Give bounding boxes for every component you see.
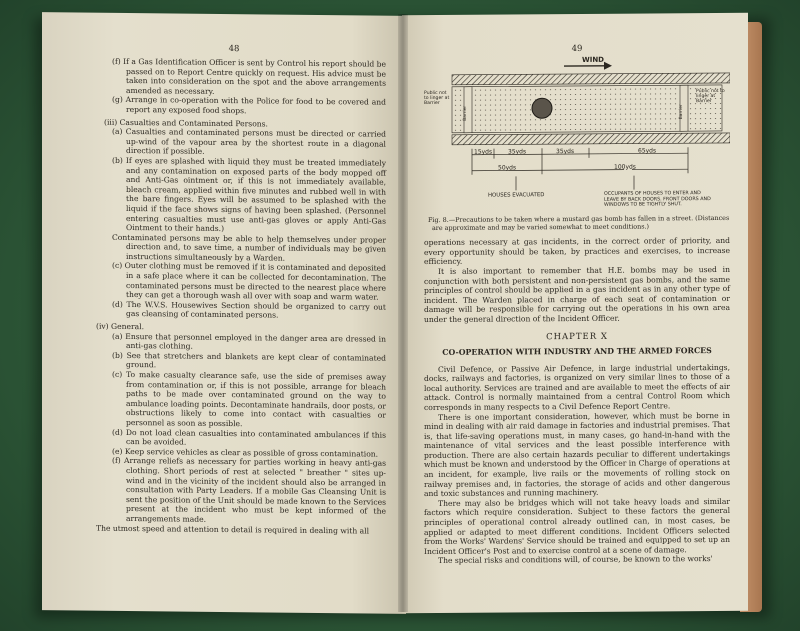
houses-bottom xyxy=(452,133,730,145)
dist-35a: 35yds xyxy=(508,148,527,156)
figure-caption: Fig. 8.—Precautions to be taken where a mustard gas bomb has fallen in a street. (Distances are approximate and may be varied somewhat to meet conditions.) xyxy=(428,213,730,232)
left-paragraph: (e) Keep service vehicles as clear as possible of gross contamination. xyxy=(112,446,379,459)
left-paragraph: (iv) General. xyxy=(96,321,145,332)
public-note-left: Public not to linger at Barrier xyxy=(424,90,450,107)
left-page xyxy=(42,12,406,614)
left-paragraph: The utmost speed and attention to detail is required in dealing with all xyxy=(96,523,370,536)
barrier-label-left: Barrier xyxy=(463,105,468,121)
left-paragraph: (b) If eyes are splashed with liquid they must be treated immediately and any contamination on exposed parts of the body mopped off and Anti-Gas ointment or, if this is not immediately available, bleach cream, applied within five minutes and rubbed well in with the bare fingers. Eyes will be assumed to be splashed with the liquid if the face shows signs of having been splashed. (Personnel entering casualties must use anti-gas gloves or apply Anti-Gas Ointment to their hands.) xyxy=(112,155,386,234)
paragraph: The special risks and conditions will, of course, be known to the works' xyxy=(438,554,713,566)
paragraph: Civil Defence, or Passive Air Defence, in large industrial undertakings, docks, railways and factories, is organized on very similar lines to those of a local authority. Services are trained and are available to meet the effects of air attack. Control is normally maintained from a central Control Room which corresponds in many respects to a Civil Defence Report Centre. xyxy=(424,362,730,412)
left-paragraph: Contaminated persons may be able to help themselves under proper direction and, to save time, a number of individuals may be given instructions simultaneously by a Warden. xyxy=(112,232,386,263)
left-paragraph: (g) Arrange in co-operation with the Police for food to be covered and report any exposed food shops. xyxy=(112,95,386,116)
paragraph: It is also important to remember that H.E. bombs may be used in conjunction with both persistent and non-persistent gas bombs, and the same principles of control should be applied in a gas incident as in any other type of incident. The Warden placed in charge of each seat of contamination or damage will be responsible for carrying out the operations in his own area under the general direction of the Incident Officer. xyxy=(424,264,730,324)
figure-diagram xyxy=(424,57,730,217)
left-paragraph: (iii) Casualties and Contaminated Persons. xyxy=(104,117,268,129)
left-paragraph: (f) If a Gas Identification Officer is sent by Control his report should be passed on to Report Centre quickly on request. His advice must be taken into consideration on the spot and the above arrangements amended as necessary. xyxy=(112,56,386,96)
dist-50: 50yds xyxy=(498,164,517,172)
occupants-note: OCCUPANTS OF HOUSES TO ENTER AND LEAVE BY BACK DOORS. FRONT DOORS AND WINDOWS TO BE TIGHTLY SHUT. xyxy=(604,191,711,208)
houses-evacuated-label: HOUSES EVACUATED xyxy=(488,192,545,199)
public-note-right: Public not to linger at Barrier xyxy=(696,88,725,105)
left-paragraph: (d) The W.V.S. Housewives Section should be organized to carry out gas cleansing of contaminated persons. xyxy=(112,299,386,321)
left-page-body xyxy=(82,57,386,536)
left-paragraph: (c) To make casualty clearance safe, use the side of premises away from contamination or, if this is not possible, arrange for bleach paths to be made over contaminated ground on the way to ambulance loading points. Decontaminate handrails, door posts, or obstructions likely to come into contact with casualties or personnel as soon as possible. xyxy=(112,369,386,429)
houses-top xyxy=(452,73,730,85)
barrier-label-right: Barrier xyxy=(679,104,684,120)
paragraph: There is one important consideration, however, which must be borne in mind in dealing with air raid damage in factories and industrial premises. That is, that life-saving operations must, in many cases, go hand-in-hand with the maintenance of vital services and the least possible interference with production. There are also certain hazards peculiar to different undertakings which must be known and understood by the Officer in Charge of operations at an incident, for example, live rails or the movements of rolling stock on railway premises and, in factories, the storage of acids and other dangerous and toxic substances and running machinery. xyxy=(424,410,730,499)
paragraph: There may also be bridges which will not take heavy loads and similar factors which require consideration. Subject to these factors the general principles of operational control already outlined can, in most cases, be applied or adapted to meet different conditions. Incident Officers selected from the Works' Wardens' Service should be trained and equipped to set up an Incident Officer's Post and to exercise control at a scene of damage. xyxy=(424,496,730,556)
right-page xyxy=(402,13,748,613)
paragraph: operations necessary at gas incidents, in the correct order of priority, and every opportunity should be taken, by practices and exercises, to increase efficiency. xyxy=(424,236,730,267)
dist-35b: 35yds xyxy=(556,148,575,156)
book-gutter xyxy=(398,14,408,612)
page-number-right: 49 xyxy=(571,43,583,55)
page-number-left: 48 xyxy=(228,44,240,55)
dist-15: 15yds xyxy=(474,148,493,156)
chapter-heading: CO-OPERATION WITH INDUSTRY AND THE ARMED FORCES xyxy=(442,345,712,357)
chapter-title: CHAPTER X xyxy=(546,331,608,342)
wind-label: WIND xyxy=(582,55,604,64)
left-paragraph: (f) Arrange reliefs as necessary for parties working in heavy anti-gas clothing. Short periods of rest at selected " breather " sites up-wind and in the vicinity of the incident should also be arranged in consultation with Party Leaders. If a mobile Gas Cleansing Unit is sent the position of the Unit should be made known to the Services present at the incident who must be kept informed of the arrangements made. xyxy=(112,456,386,524)
bomb-crater xyxy=(532,98,552,118)
left-paragraph: (c) Outer clothing must be removed if it is contaminated and deposited in a safe place where it can be collected for decontamination. The contaminated persons must be directed to the nearest place where they can get a thorough wash all over with soap and warm water. xyxy=(112,261,386,302)
left-paragraph: (a) Ensure that personnel employed in the danger area are dressed in anti-gas clothing. xyxy=(112,331,386,351)
left-paragraph: (b) See that stretchers and blankets are kept clear of contaminated ground. xyxy=(112,350,386,370)
left-paragraph: (a) Casualties and contaminated persons must be directed or carried up-wind of the vapour area by the shortest route in a diagonal direction if possible. xyxy=(112,126,386,157)
left-paragraph: (d) Do not load clean casualties into contaminated ambulances if this can be avoided. xyxy=(112,427,386,447)
dist-100: 100yds xyxy=(614,163,636,171)
dist-65: 65yds xyxy=(638,147,657,155)
